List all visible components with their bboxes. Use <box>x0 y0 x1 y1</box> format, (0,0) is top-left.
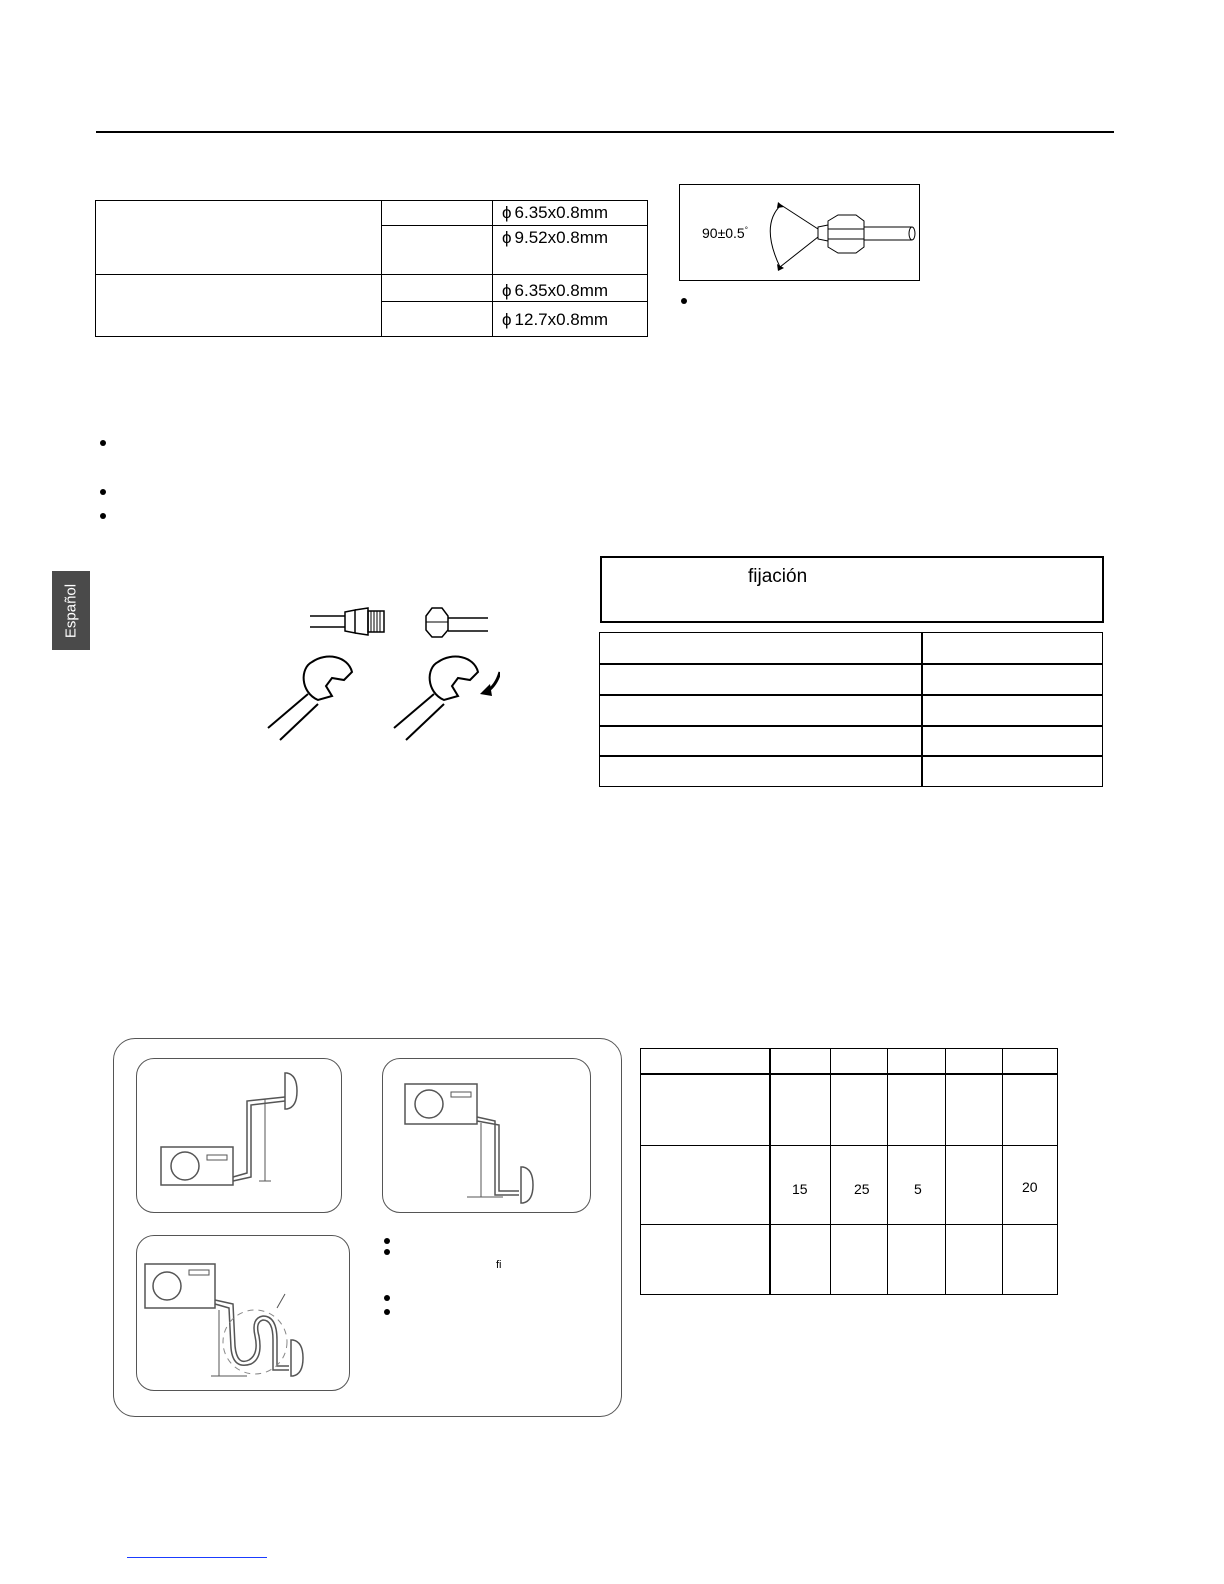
bullet-icon <box>384 1309 390 1315</box>
pipe-spec-3: ϕ 6.35x0.8mm <box>502 281 609 300</box>
flare-angle-diagram <box>679 184 920 281</box>
install-panel-1 <box>136 1058 342 1213</box>
height-value-2: 25 <box>854 1181 870 1197</box>
bullet-icon <box>384 1249 390 1255</box>
height-value-3: 5 <box>914 1181 922 1197</box>
height-limit-table <box>640 1048 1058 1295</box>
trap-loop-drawing <box>137 1236 349 1390</box>
bullet-icon <box>384 1238 390 1244</box>
install-panel-2 <box>382 1058 591 1213</box>
torque-table <box>599 632 1103 787</box>
phi-icon: ϕ <box>502 228 512 247</box>
outdoor-below-drawing <box>137 1059 341 1212</box>
pipe-size-table <box>95 200 648 337</box>
install-panel-3 <box>136 1235 350 1391</box>
outdoor-above-drawing <box>383 1059 590 1212</box>
bullet-icon <box>100 489 106 495</box>
flare-nut-drawing <box>680 185 919 280</box>
phi-icon: ϕ <box>502 310 512 329</box>
bullet-icon <box>100 513 106 519</box>
height-value-1: 15 <box>792 1181 808 1197</box>
footer-link-underline <box>127 1557 267 1558</box>
top-rule <box>96 131 1114 133</box>
bullet-icon <box>384 1295 390 1301</box>
bullet-icon <box>100 440 106 446</box>
pipe-spec-2: ϕ 9.52x0.8mm <box>502 228 609 247</box>
height-value-4: 20 <box>1022 1179 1038 1195</box>
phi-icon: ϕ <box>502 281 512 300</box>
installation-figure <box>113 1038 622 1417</box>
phi-icon: ϕ <box>502 203 512 222</box>
pipe-spec-1: ϕ 6.35x0.8mm <box>502 203 609 222</box>
torque-title-box <box>600 556 1104 623</box>
install-note-glyph: fi <box>496 1259 502 1271</box>
flare-angle-label: 90±0.5° <box>702 225 748 241</box>
pipe-spec-4: ϕ 12.7x0.8mm <box>502 310 609 329</box>
wrench-illustration <box>260 600 500 750</box>
language-tab-label: Español <box>62 583 80 638</box>
bullet-icon <box>681 298 687 304</box>
torque-title: fijación <box>748 566 808 587</box>
language-tab <box>52 571 90 650</box>
